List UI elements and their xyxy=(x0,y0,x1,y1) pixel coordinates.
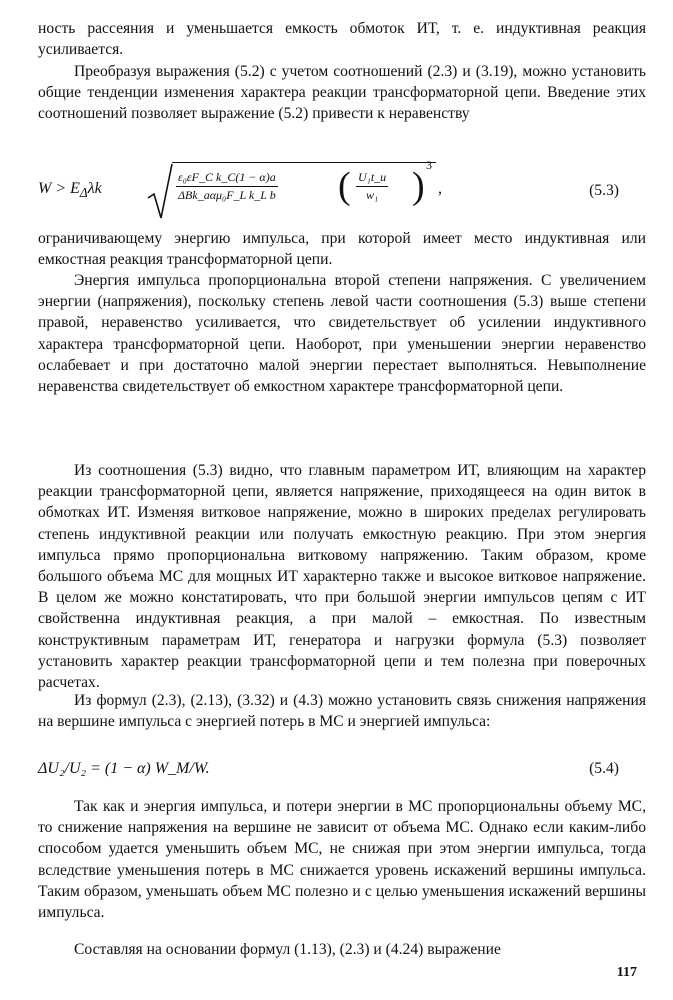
paragraph-6: Из формул (2.3), (2.13), (3.32) и (4.3) можно установить связь снижения напряжения на вершине импульса с энергией потерь в МС и энергией импульса: xyxy=(38,692,646,731)
eq53-numerator: ε₀εF_C k_C(1 − α)a xyxy=(176,170,278,187)
equation-5-3 xyxy=(38,160,646,224)
paragraph-1: ность рассеяния и уменьшается емкость обмоток ИТ, т. е. индуктивная реакция усиливается. xyxy=(38,20,646,59)
right-paren: ) xyxy=(412,165,425,207)
page-number: 117 xyxy=(616,965,637,980)
sqrt-sign-icon xyxy=(146,162,174,222)
equation-number-5-3: (5.3) xyxy=(589,182,619,199)
paragraph-5: Из соотношения (5.3) видно, что главным параметром ИТ, влияющим на характер реакции трансформаторной цепи, является напряжение, приходящееся на один виток в обмотках ИТ. Изменяя витковое напряжение, можно в широких пределах регулировать степень индуктивной реакции или получать емкостную реакцию. При этом энергия импульса прямо пропорциональна витковому напряжению. Таким образом, кроме большого объема МС для мощных ИТ характерно также и высокое витковое напряжение. В целом же можно констатировать, что при большой энергии импульсов цепям с ИТ свойственна индуктивная реакция, а при малой – емкостная. По известным конструктивным параметрам ИТ, генератора и нагрузки формула (5.3) позволяет установить характер реакции трансформаторной цепи и тем полезна при поверочных расчетах. xyxy=(38,462,646,692)
eq53-lhs-tail: λk xyxy=(87,180,102,197)
eq53-comma: , xyxy=(438,180,442,197)
paragraph-4: Энергия импульса пропорциональна второй степени напряжения. С увеличением энергии (напряжения), поскольку степень левой части соотношения (5.3) выше степени правой, неравенство усиливается, что свидетельствует об усилении индуктивного характера трансформаторной цепи. Наоборот, при уменьшении энергии неравенство ослабевает и при достаточно малой энергии перестает выполняться. Невыполнение неравенства свидетельствует об емкостном характере трансформаторной цепи. xyxy=(38,272,646,396)
eq53-inner-numerator: U₁t_и xyxy=(356,170,388,187)
equation-number-5-4: (5.4) xyxy=(589,760,619,777)
eq53-inner-denominator: w₁ xyxy=(365,188,379,202)
eq53-lhs: W > E xyxy=(38,180,80,197)
left-paren: ( xyxy=(338,165,351,207)
sqrt-bar xyxy=(172,162,436,163)
eq54-body: ΔU₂/U₂ = (1 − α) W_M/W. xyxy=(38,760,210,777)
equation-5-4 xyxy=(38,760,646,786)
eq53-denominator: ΔBk_aαμ₀F_L k_L b xyxy=(178,188,276,202)
eq53-exponent: 3 xyxy=(426,158,432,172)
paragraph-7: Так как и энергия импульса, и потери энергии в МС пропорциональны объему МС, то снижение напряжения на вершине не зависит от объема МС. Однако если каким-либо способом удается уменьшить объем МС, не снижая при этом энергии импульса, тогда вследствие уменьшения потерь в МС снижается уровень искажений вершины импульса. Таким образом, уменьшать объем МС полезно и с целью уменьшения искажений вершины импульса. xyxy=(38,798,646,922)
paragraph-8: Составляя на основании формул (1.13), (2.3) и (4.24) выражение xyxy=(74,941,501,958)
paragraph-2: Преобразуя выражения (5.2) с учетом соотношений (2.3) и (3.19), можно установить общие тенденции изменения характера реакции трансформаторной цепи. Введение этих соотношений позволяет выражение (5.2) привести к неравенству xyxy=(38,63,646,123)
paragraph-3: ограничивающему энергию импульса, при которой имеет место индуктивная или емкостная реакция трансформаторной цепи. xyxy=(38,230,646,269)
eq53-lhs-sub: Δ xyxy=(79,185,88,201)
